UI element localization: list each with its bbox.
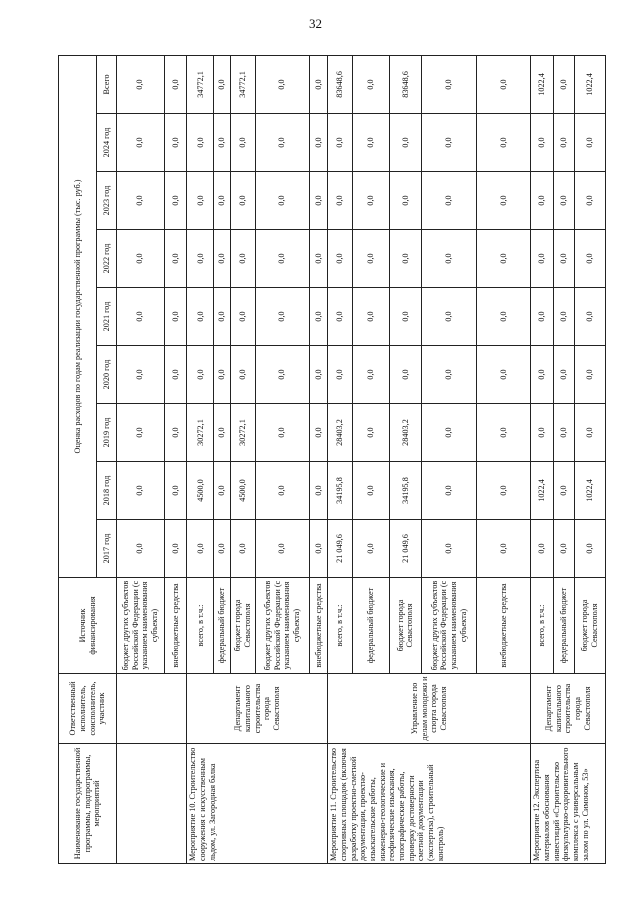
header-estimate: Оценка расходов по годам реализации государственной программы (тыс. руб.) [59,55,97,577]
value-cell: 0,0 [421,404,477,462]
value-cell: 0,0 [390,230,421,288]
value-cell: 0,0 [477,230,531,288]
value-cell: 0,0 [164,172,187,230]
value-cell: 0,0 [117,346,165,404]
value-cell: 0,0 [390,172,421,230]
header-year: 2023 год [97,172,117,230]
value-cell: 0,0 [574,114,605,172]
value-cell: 0,0 [309,230,328,288]
value-cell: 0,0 [255,288,309,346]
value-cell: 0,0 [255,404,309,462]
header-year: 2022 год [97,230,117,288]
value-cell: 0,0 [574,520,605,578]
value-cell: 0,0 [255,462,309,520]
executor-cell: Департамент капитального строительства города Севастополя [187,674,328,744]
source-cell: бюджет других субъектов Российской Федерации (с указанием наименования субъекта) [421,578,477,674]
value-cell: 21 049,6 [390,520,421,578]
value-cell: 0,0 [187,288,214,346]
value-cell: 0,0 [554,114,575,172]
value-cell: 0,0 [531,520,554,578]
value-cell: 0,0 [214,520,231,578]
program-cell: Мероприятие 10. Строительство сооружения с искусственным льдом, ул. Загородная балка [187,744,328,864]
value-cell: 0,0 [554,346,575,404]
value-cell: 0,0 [554,462,575,520]
value-cell: 21 049,6 [328,520,353,578]
value-cell: 0,0 [390,346,421,404]
value-cell: 0,0 [164,462,187,520]
source-cell: внебюджетные средства [164,578,187,674]
value-cell: 0,0 [187,114,214,172]
value-cell: 0,0 [164,346,187,404]
value-cell: 0,0 [230,114,255,172]
source-cell: бюджет города Севастополя [230,578,255,674]
value-cell: 0,0 [309,55,328,113]
value-cell: 34772,1 [187,55,214,113]
value-cell: 0,0 [353,55,390,113]
value-cell: 1022,4 [531,462,554,520]
value-cell: 1022,4 [574,55,605,113]
value-cell: 0,0 [328,288,353,346]
value-cell: 0,0 [328,172,353,230]
source-cell: бюджет других субъектов Российской Федерации (с указанием наименования субъекта) [255,578,309,674]
value-cell: 0,0 [309,462,328,520]
value-cell: 0,0 [117,114,165,172]
value-cell: 0,0 [309,520,328,578]
value-cell: 0,0 [554,230,575,288]
value-cell: 0,0 [309,114,328,172]
value-cell: 0,0 [230,520,255,578]
value-cell: 0,0 [421,462,477,520]
value-cell: 0,0 [214,346,231,404]
value-cell: 0,0 [214,288,231,346]
value-cell: 0,0 [230,346,255,404]
value-cell: 0,0 [574,172,605,230]
header-year: 2019 год [97,404,117,462]
rotated-table-container [58,56,606,864]
value-cell: 0,0 [353,520,390,578]
source-cell: федеральный бюджет [353,578,390,674]
header-program: Наименование государственной программы, подпрограммы, мероприятий [59,744,117,864]
value-cell: 0,0 [117,172,165,230]
value-cell: 4500,0 [187,462,214,520]
source-cell: всего, в т.ч.: [531,578,554,674]
header-year: 2021 год [97,288,117,346]
value-cell: 0,0 [574,288,605,346]
table-row [328,55,353,863]
value-cell: 0,0 [353,230,390,288]
value-cell: 0,0 [230,172,255,230]
value-cell: 83648,6 [328,55,353,113]
value-cell: 34195,8 [390,462,421,520]
value-cell: 0,0 [574,346,605,404]
value-cell: 34195,8 [328,462,353,520]
value-cell: 0,0 [554,172,575,230]
value-cell: 0,0 [214,404,231,462]
source-cell: внебюджетные средства [309,578,328,674]
value-cell: 0,0 [117,404,165,462]
value-cell: 0,0 [477,346,531,404]
executor-cell: Департамент капитального строительства города Севастополя [531,674,606,744]
executor-cell: Управление по делам молодежи и спорта города Севастополя [328,674,531,744]
value-cell: 0,0 [353,404,390,462]
value-cell: 0,0 [255,172,309,230]
value-cell: 1022,4 [574,462,605,520]
value-cell: 0,0 [421,55,477,113]
table-row [117,55,165,863]
source-cell: бюджет города Севастополя [574,578,605,674]
value-cell: 0,0 [164,230,187,288]
value-cell: 0,0 [554,404,575,462]
value-cell: 0,0 [164,55,187,113]
value-cell: 0,0 [421,172,477,230]
value-cell: 0,0 [328,114,353,172]
value-cell: 0,0 [117,462,165,520]
header-year: 2020 год [97,346,117,404]
source-cell: федеральный бюджет [554,578,575,674]
header-year: 2017 год [97,520,117,578]
value-cell: 0,0 [390,288,421,346]
value-cell: 30272,1 [187,404,214,462]
value-cell: 0,0 [477,288,531,346]
value-cell: 28403,2 [390,404,421,462]
value-cell: 0,0 [477,404,531,462]
value-cell: 0,0 [421,288,477,346]
value-cell: 0,0 [477,55,531,113]
source-cell: федеральный бюджет [214,578,231,674]
value-cell: 1022,4 [531,55,554,113]
value-cell: 0,0 [214,462,231,520]
source-cell: всего, в т.ч.: [328,578,353,674]
value-cell: 0,0 [554,520,575,578]
value-cell: 0,0 [421,114,477,172]
value-cell: 0,0 [353,172,390,230]
value-cell: 0,0 [421,520,477,578]
program-cell: Мероприятие 12. Экспертиза материалов обоснования инвестиций «Строительство физкультурно-оздоровительного комплекса с универсальным залом по ул. Симонок, 53» [531,744,606,864]
value-cell: 0,0 [309,346,328,404]
header-source: Источник финансирования [59,578,117,674]
value-cell: 0,0 [255,55,309,113]
program-cell: Мероприятие 11. Строительство спортивных площадок (включая разработку проектно-сметной документации, проектно-изыскательские работы, инженерно-геологические и геофизические изыскания, топографические работы, проверку достоверности сметной документации (экспертиза), строительный контроль) [328,744,531,864]
table-row [187,55,214,863]
value-cell: 0,0 [554,288,575,346]
value-cell: 0,0 [531,404,554,462]
value-cell: 0,0 [230,230,255,288]
value-cell: 0,0 [531,172,554,230]
value-cell: 0,0 [164,288,187,346]
value-cell: 0,0 [477,520,531,578]
value-cell: 0,0 [117,288,165,346]
value-cell: 0,0 [309,288,328,346]
value-cell: 83648,6 [390,55,421,113]
value-cell: 0,0 [353,114,390,172]
value-cell: 0,0 [117,230,165,288]
value-cell: 0,0 [309,172,328,230]
value-cell: 0,0 [117,520,165,578]
table-body [117,55,606,863]
source-cell: бюджет города Севастополя [390,578,421,674]
value-cell: 0,0 [353,346,390,404]
header-executor: Ответственный исполнитель, соисполнитель, участник [59,674,117,744]
value-cell: 0,0 [477,462,531,520]
value-cell: 0,0 [230,288,255,346]
value-cell: 4500,0 [230,462,255,520]
value-cell: 0,0 [164,520,187,578]
value-cell: 0,0 [214,172,231,230]
value-cell: 0,0 [421,346,477,404]
value-cell: 0,0 [353,462,390,520]
value-cell: 0,0 [187,172,214,230]
value-cell: 0,0 [531,288,554,346]
value-cell: 0,0 [164,114,187,172]
program-cell [117,744,187,864]
value-cell: 0,0 [214,230,231,288]
value-cell: 0,0 [255,230,309,288]
header-row-top [59,55,97,863]
value-cell: 0,0 [421,230,477,288]
value-cell: 0,0 [328,230,353,288]
value-cell: 0,0 [309,404,328,462]
source-cell: всего, в т.ч.: [187,578,214,674]
value-cell: 0,0 [255,114,309,172]
value-cell: 0,0 [214,55,231,113]
value-cell: 0,0 [328,346,353,404]
value-cell: 0,0 [574,230,605,288]
value-cell: 0,0 [574,404,605,462]
value-cell: 0,0 [164,404,187,462]
value-cell: 0,0 [531,230,554,288]
table-row [531,55,554,863]
page-number: 32 [309,16,322,31]
value-cell: 0,0 [477,172,531,230]
value-cell: 0,0 [117,55,165,113]
header-year: Всего [97,55,117,113]
value-cell: 0,0 [531,114,554,172]
source-cell: внебюджетные средства [477,578,531,674]
source-cell: бюджет других субъектов Российской Федерации (с указанием наименования субъекта) [117,578,165,674]
value-cell: 0,0 [187,520,214,578]
budget-table [58,55,606,864]
value-cell: 0,0 [353,288,390,346]
value-cell: 0,0 [214,114,231,172]
header-year: 2018 год [97,462,117,520]
value-cell: 0,0 [255,520,309,578]
value-cell: 28403,2 [328,404,353,462]
value-cell: 0,0 [255,346,309,404]
header-year: 2024 год [97,114,117,172]
value-cell: 0,0 [554,55,575,113]
value-cell: 0,0 [187,230,214,288]
value-cell: 34772,1 [230,55,255,113]
value-cell: 0,0 [531,346,554,404]
value-cell: 0,0 [390,114,421,172]
value-cell: 0,0 [477,114,531,172]
value-cell: 30272,1 [230,404,255,462]
executor-cell [117,674,187,744]
value-cell: 0,0 [187,346,214,404]
